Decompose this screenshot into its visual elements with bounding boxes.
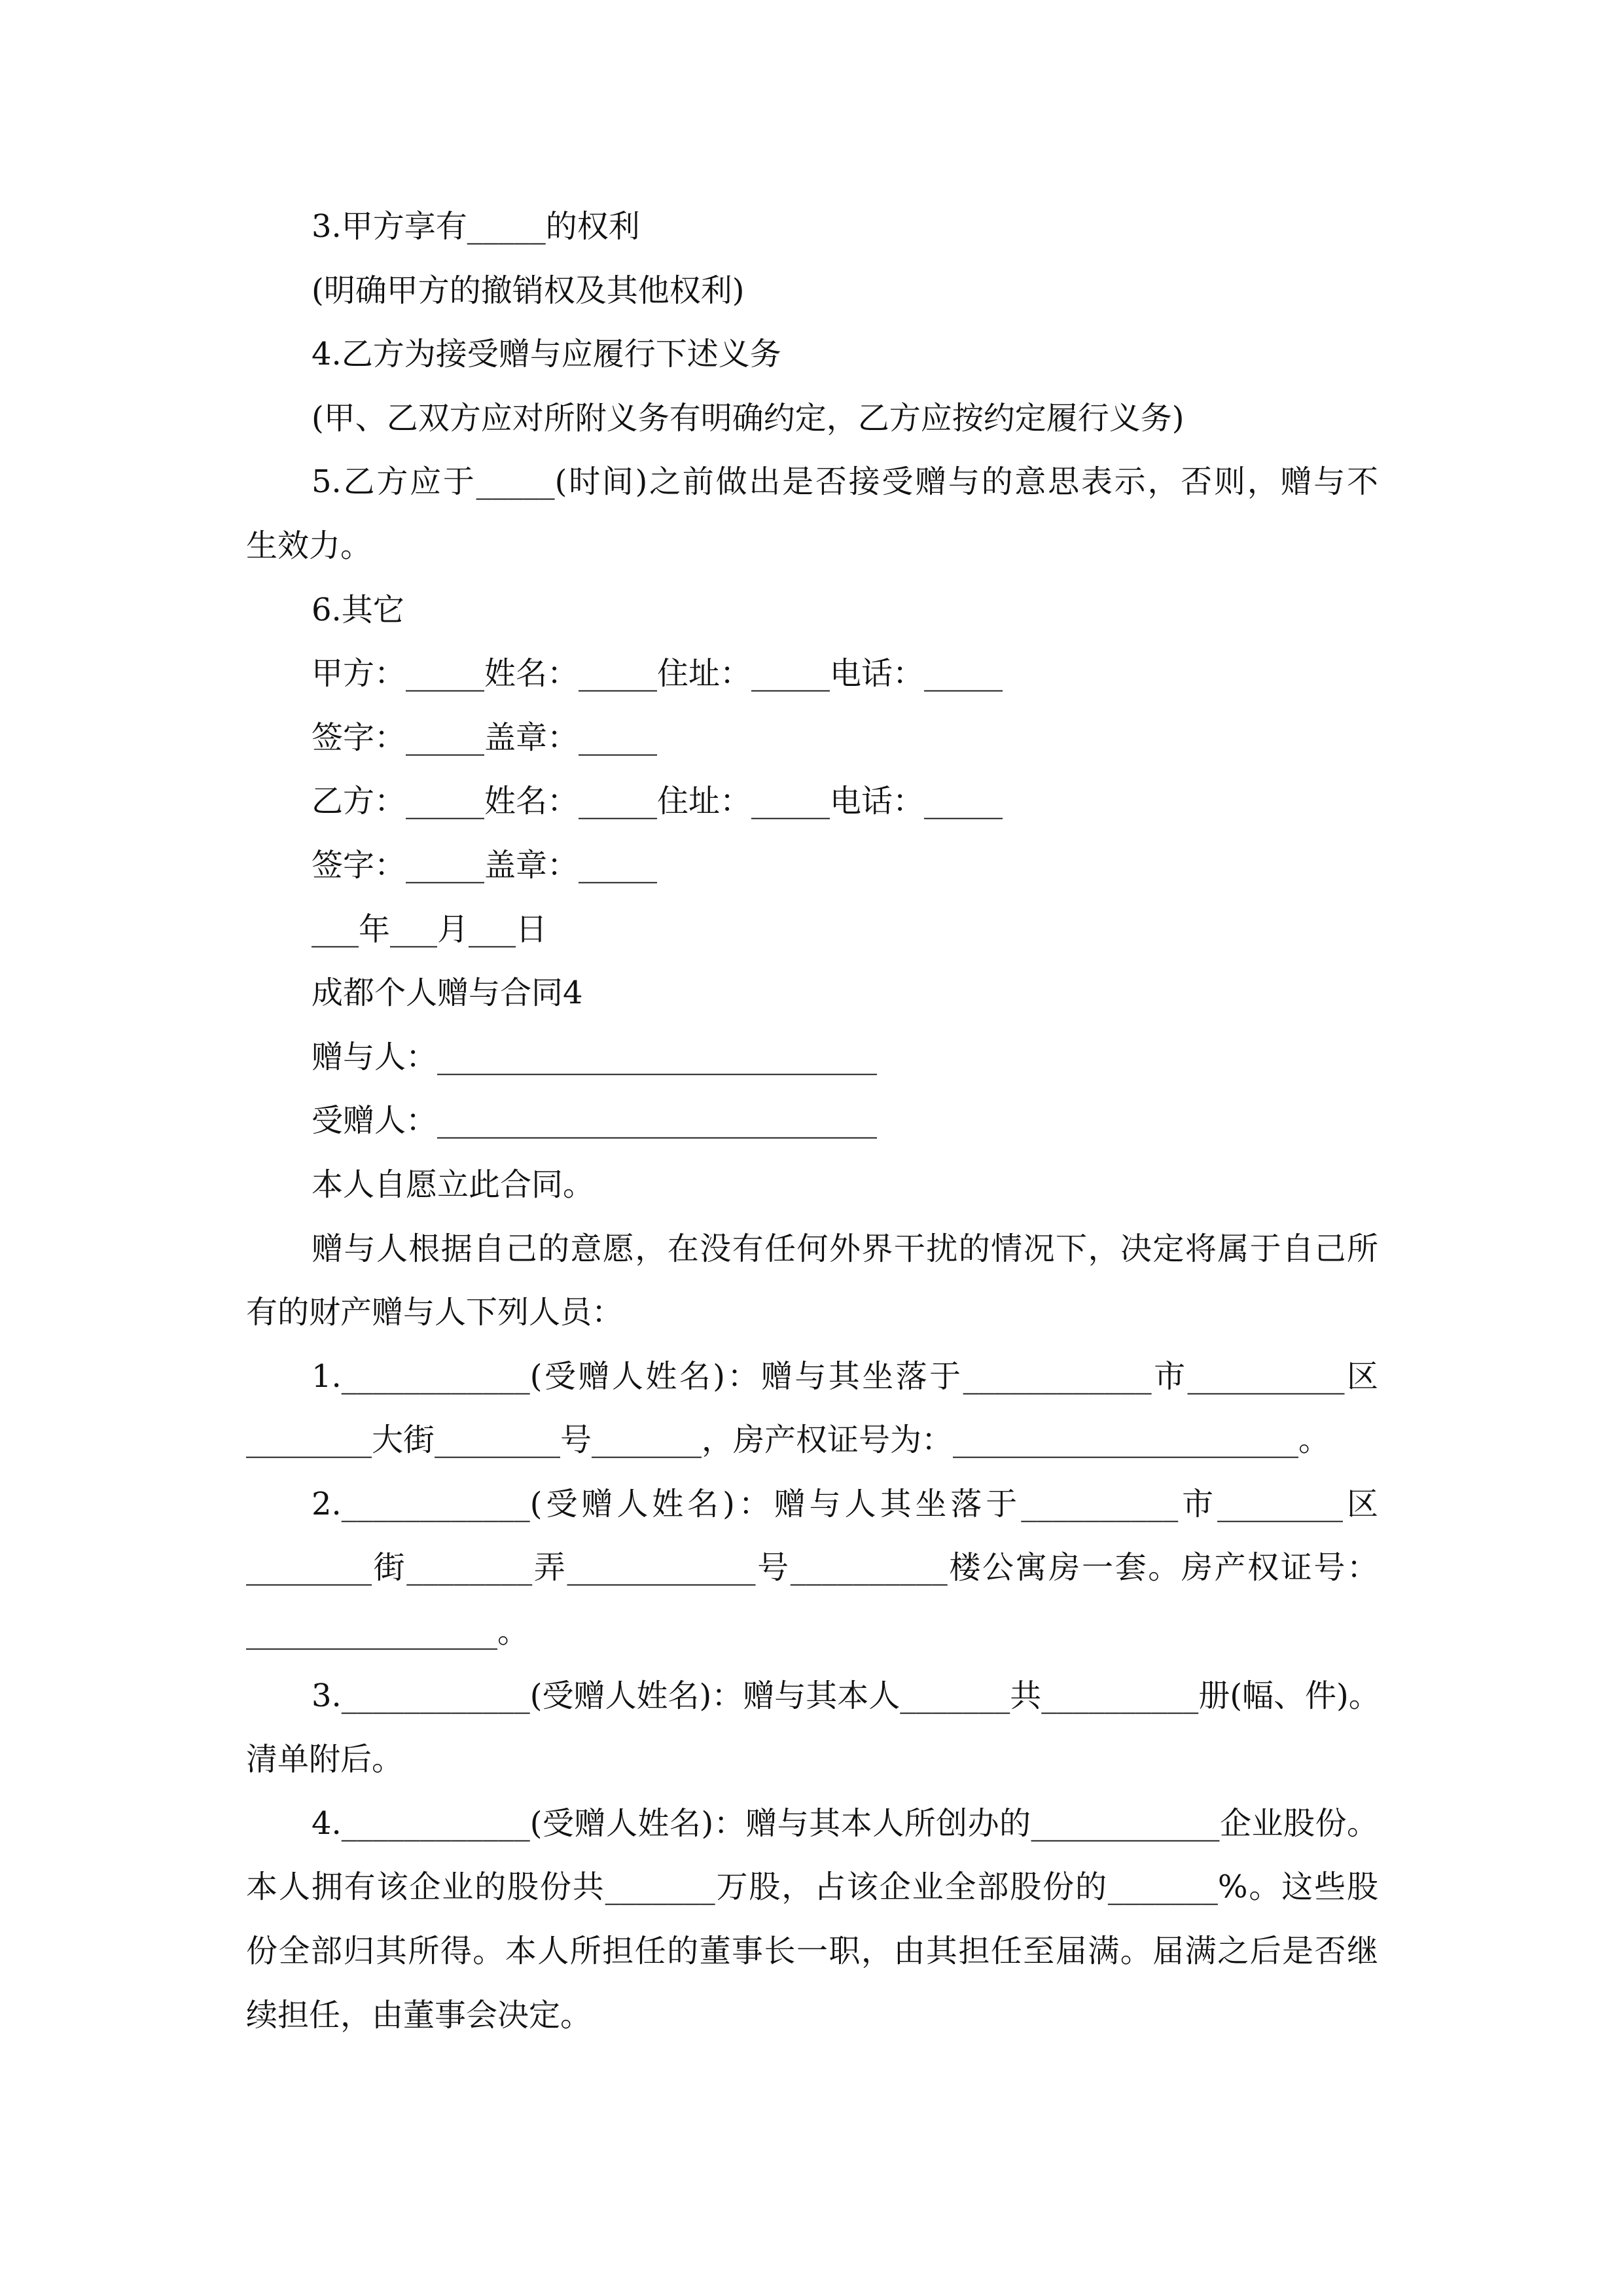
section-title: 成都个人赠与合同4 [312, 975, 583, 1012]
clause-3-party-a-rights: 3.甲方享有_____的权利 [312, 208, 640, 245]
clause-5-continued: 生效力。 [246, 527, 372, 564]
document-body [246, 195, 1378, 2047]
intro-paragraph-continued: 有的财产赠与人下列人员： [246, 1294, 624, 1331]
donor-line: 赠与人：____________________________ [312, 1038, 878, 1075]
item-1-continued: ________大街________号_______，房产权证号为：______________________。 [246, 1422, 1330, 1459]
item-2-continued: ________街________弄____________号__________楼公寓房一套。房产权证号： [246, 1549, 1378, 1587]
intro-paragraph: 赠与人根据自己的意愿，在没有任何外界干扰的情况下，决定将属于自己所 [312, 1230, 1378, 1267]
party-a-signature: 签字：_____盖章：_____ [312, 719, 658, 756]
item-3: 3.____________(受赠人姓名)：赠与其本人_______共__________册(幅、件)。 [312, 1677, 1380, 1714]
date-line: ___年___月___日 [312, 910, 548, 948]
item-4-shares: 本人拥有该企业的股份共_______万股，占该企业全部股份的_______%。这些股 [246, 1869, 1378, 1906]
party-b-info: 乙方：_____姓名：_____住址：_____电话：_____ [312, 783, 1003, 820]
donee-line: 受赠人：____________________________ [312, 1102, 878, 1139]
clause-4-note: (甲、乙双方应对所附义务有明确约定，乙方应按约定履行义务) [312, 399, 1185, 437]
party-b-signature: 签字：_____盖章：_____ [312, 846, 658, 884]
item-3-continued: 清单附后。 [246, 1741, 404, 1778]
party-a-info: 甲方：_____姓名：_____住址：_____电话：_____ [312, 655, 1003, 692]
clause-6-other: 6.其它 [312, 591, 404, 628]
item-1: 1.____________(受赠人姓名)：赠与其坐落于____________市__________区 [312, 1357, 1378, 1395]
item-4: 4.____________(受赠人姓名)：赠与其本人所创办的____________企业股份。 [312, 1804, 1378, 1842]
item-2-certificate: ________________。 [246, 1613, 529, 1651]
item-2: 2.____________(受赠人姓名)：赠与人其坐落于__________市________区 [312, 1485, 1378, 1522]
item-4-chairman: 份全部归其所得。本人所担任的董事长一职，由其担任至届满。届满之后是否继 [246, 1933, 1378, 1970]
clause-5-acceptance: 5.乙方应于_____(时间)之前做出是否接受赠与的意思表示，否则，赠与不 [312, 463, 1378, 501]
item-4-board: 续担任，由董事会决定。 [246, 1996, 592, 2034]
clause-3-note: (明确甲方的撤销权及其他权利) [312, 272, 745, 309]
clause-4-party-b-duties: 4.乙方为接受赠与应履行下述义务 [312, 336, 781, 373]
voluntary-statement: 本人自愿立此合同。 [312, 1166, 595, 1203]
